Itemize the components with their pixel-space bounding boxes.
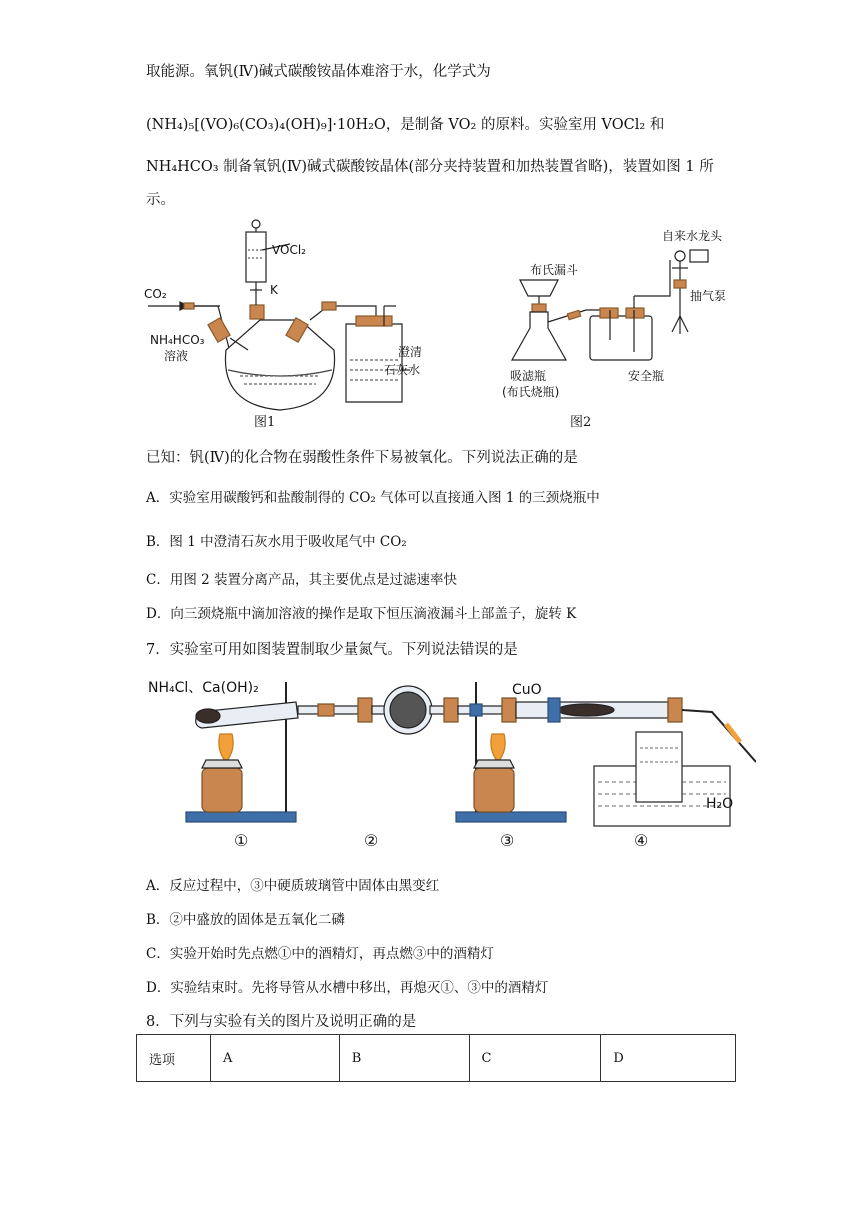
fig2-caption: 图2 — [570, 415, 592, 430]
table-header-cell: B — [339, 1035, 469, 1082]
fig1-label-limewater-2: 石灰水 — [384, 363, 421, 377]
fig1-label-vocl2: VOCl₂ — [272, 243, 306, 257]
fig1-caption: 图1 — [254, 415, 276, 430]
table-header-cell: C — [469, 1035, 601, 1082]
intro-line-1: 取能源。氧钒(Ⅳ)碱式碳酸铵晶体难溶于水，化学式为 — [146, 64, 491, 80]
q6-option-c: C．用图 2 装置分离产品，其主要优点是过滤速率快 — [146, 572, 458, 588]
fig2-label-flask-1: 吸滤瓶 — [510, 369, 547, 383]
q6-option-a: A．实验室用碳酸钙和盐酸制得的 CO₂ 气体可以直接通入图 1 的三颈烧瓶中 — [146, 490, 600, 506]
intro-line-2 — [146, 113, 664, 134]
table-header-cell: 选项 — [137, 1035, 211, 1082]
intro-line-2-rest: ，是制备 VO₂ 的原料。实验室用 VOCl₂ 和 — [385, 117, 665, 133]
figure-1-apparatus — [140, 210, 460, 435]
q6-option-b: B．图 1 中澄清石灰水用于吸收尾气中 CO₂ — [146, 534, 407, 550]
fig2-label-safety: 安全瓶 — [628, 369, 665, 383]
q7-number-3: ③ — [500, 831, 515, 850]
q8-stem: 8．下列与实验有关的图片及说明正确的是 — [146, 1014, 417, 1030]
fig1-label-nh4hco3: NH₄HCO₃ — [150, 333, 205, 347]
fig1-label-limewater-1: 澄清 — [398, 345, 423, 359]
table-header-cell: D — [601, 1035, 736, 1082]
q7-number-4: ④ — [634, 831, 649, 850]
figure-2-apparatus — [490, 220, 770, 435]
q7-option-b: B．②中盛放的固体是五氧化二磷 — [146, 912, 345, 928]
table-row — [137, 1035, 736, 1082]
q7-option-a: A．反应过程中，③中硬质玻璃管中固体由黑变红 — [146, 878, 440, 894]
q8-options-table — [136, 1034, 736, 1082]
q7-label-water: H₂O — [706, 796, 734, 812]
fig2-label-funnel: 布氏漏斗 — [530, 263, 579, 277]
q7-number-2: ② — [364, 831, 379, 850]
q7-number-1: ① — [234, 831, 249, 850]
fig1-label-k: K — [270, 283, 278, 297]
q7-stem: 7．实验室可用如图装置制取少量氮气。下列说法错误的是 — [146, 642, 518, 658]
intro-line-4: 示。 — [146, 192, 175, 208]
fig2-label-flask-2: (布氏烧瓶) — [502, 385, 560, 399]
fig1-label-solution: 溶液 — [164, 349, 189, 363]
q6-known: 已知：钒(Ⅳ)的化合物在弱酸性条件下易被氧化。下列说法正确的是 — [146, 450, 578, 466]
q7-option-c: C．实验开始时先点燃①中的酒精灯，再点燃③中的酒精灯 — [146, 946, 494, 962]
q7-label-reagent: NH₄Cl、Ca(OH)₂ — [148, 680, 259, 696]
q7-option-d: D．实验结束时。先将导管从水槽中移出，再熄灭①、③中的酒精灯 — [146, 980, 549, 996]
chemical-formula: (NH₄)₅[(VO)₆(CO₃)₄(OH)₉]·10H₂O — [146, 117, 386, 133]
fig2-label-pump: 抽气泵 — [690, 289, 727, 303]
q6-option-d: D．向三颈烧瓶中滴加溶液的操作是取下恒压滴液漏斗上部盖子，旋转 K — [146, 606, 577, 622]
table-header-cell: A — [211, 1035, 340, 1082]
q7-label-cuo: CuO — [512, 682, 542, 698]
fig1-label-co2: CO₂ — [144, 287, 167, 301]
fig2-label-tap: 自来水龙头 — [662, 229, 723, 243]
intro-line-3: NH₄HCO₃ 制备氧钒(Ⅳ)碱式碳酸铵晶体(部分夹持装置和加热装置省略)，装置如图 1 所 — [146, 159, 714, 175]
figure-q7-apparatus — [146, 672, 756, 852]
